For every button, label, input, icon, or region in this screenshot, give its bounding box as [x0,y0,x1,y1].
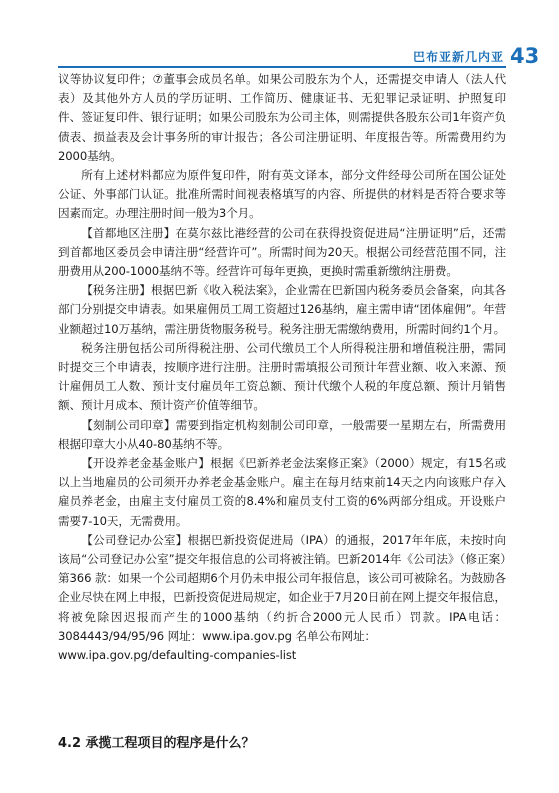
paragraph-company-seal: 【刻制公司印章】需要到指定机构刻制公司印章，一般需要一星期左右，所需费用根据印章大小从40-80基纳不等。 [58,417,506,451]
running-header-country: 巴布亚新几内亚 [412,50,504,64]
header-rule [58,66,506,68]
section-heading: 4.2 承揽工程项目的程序是什么？ [58,736,255,751]
page-number: 43 [510,44,540,68]
paragraph-tax-details: 税务注册包括公司所得税注册、公司代缴员工个人所得税注册和增值税注册，需同时提交三个申请表，按顺序进行注册。注册时需填报公司预计年营业额、收入来源、预计雇佣员工人数、预计支付雇员年工资总额、预计代缴个人税的年度总额、预计月销售额、预计月成本、预计资产价值等细节。 [58,340,506,413]
paragraph-registry-office: 【公司登记办公室】根据巴新投资促进局（IPA）的通报，2017年年底，未按时向该局“公司登记办公室”提交年报信息的公司将被注销。巴新2014年《公司法》（修正案）第366 款：如果一个公司超期6个月仍未申报公司年报信息，该公司可被除名。为鼓励各企业尽快在网上申报，巴新投资促进局规定，如企业于7月20日前在网上提交年报信息，将被免除因迟报而产生的1000基纳（约折合2000元人民币）罚款。IPA电话：3084443/94/95/96 网址：www.ipa.gov.pg 名单公布网址： [58,532,506,643]
paragraph-pension-account: 【开设养老金基金账户】根据《巴新养老金法案修正案》（2000）规定，有15名或以上当地雇员的公司须开办养老金基金账户。雇主在每月结束前14天之内向该账户存入雇员养老金，由雇主支付雇员工资的8.4%和雇员支付工资的6%两部分组成。开设账户需要7-10天，无需费用。 [58,456,506,528]
body-text [58,70,506,665]
defaulting-companies-url: www.ipa.gov.pg/defaulting-companies-list [58,648,297,663]
paragraph-tax-registration: 【税务注册】根据巴新《收入税法案》，企业需在巴新国内税务委员会备案，向其各部门分别提交申请表。如果雇佣员工周工资超过126基纳，雇主需申请“团体雇佣”。年营业额超过10万基纳，需注册货物服务税号。税务注册无需缴纳费用，所需时间约1个月。 [58,283,506,336]
paragraph-materials: 所有上述材料都应为原件复印件，附有英文译本，部分文件经母公司所在国公证处公证、外事部门认证。批准所需时间视表格填写的内容、所提供的材料是否符合要求等因素而定。办理注册时间一般为3个月。 [58,168,506,221]
paragraph-continuation: 议等协议复印件；⑦董事会成员名单。如果公司股东为个人，还需提交申请人（法人代表）及其他外方人员的学历证明、工作简历、健康证书、无犯罪记录证明、护照复印件、签证复印件、银行证明；如果公司股东为公司主体，则需提供各股东公司1年资产负债表、损益表及会计事务所的审计报告；各公司注册证明、年度报告等。所需费用约为2000基纳。 [58,72,506,163]
paragraph-capital-registration: 【首都地区注册】在莫尔兹比港经营的公司在获得投资促进局“注册证明”后，还需到首都地区委员会申请注册“经营许可”。所需时间为20天。根据公司经营范围不同，注册费用从200-1000基纳不等。经营许可每年更换，更换时需重新缴纳注册费。 [58,225,506,279]
